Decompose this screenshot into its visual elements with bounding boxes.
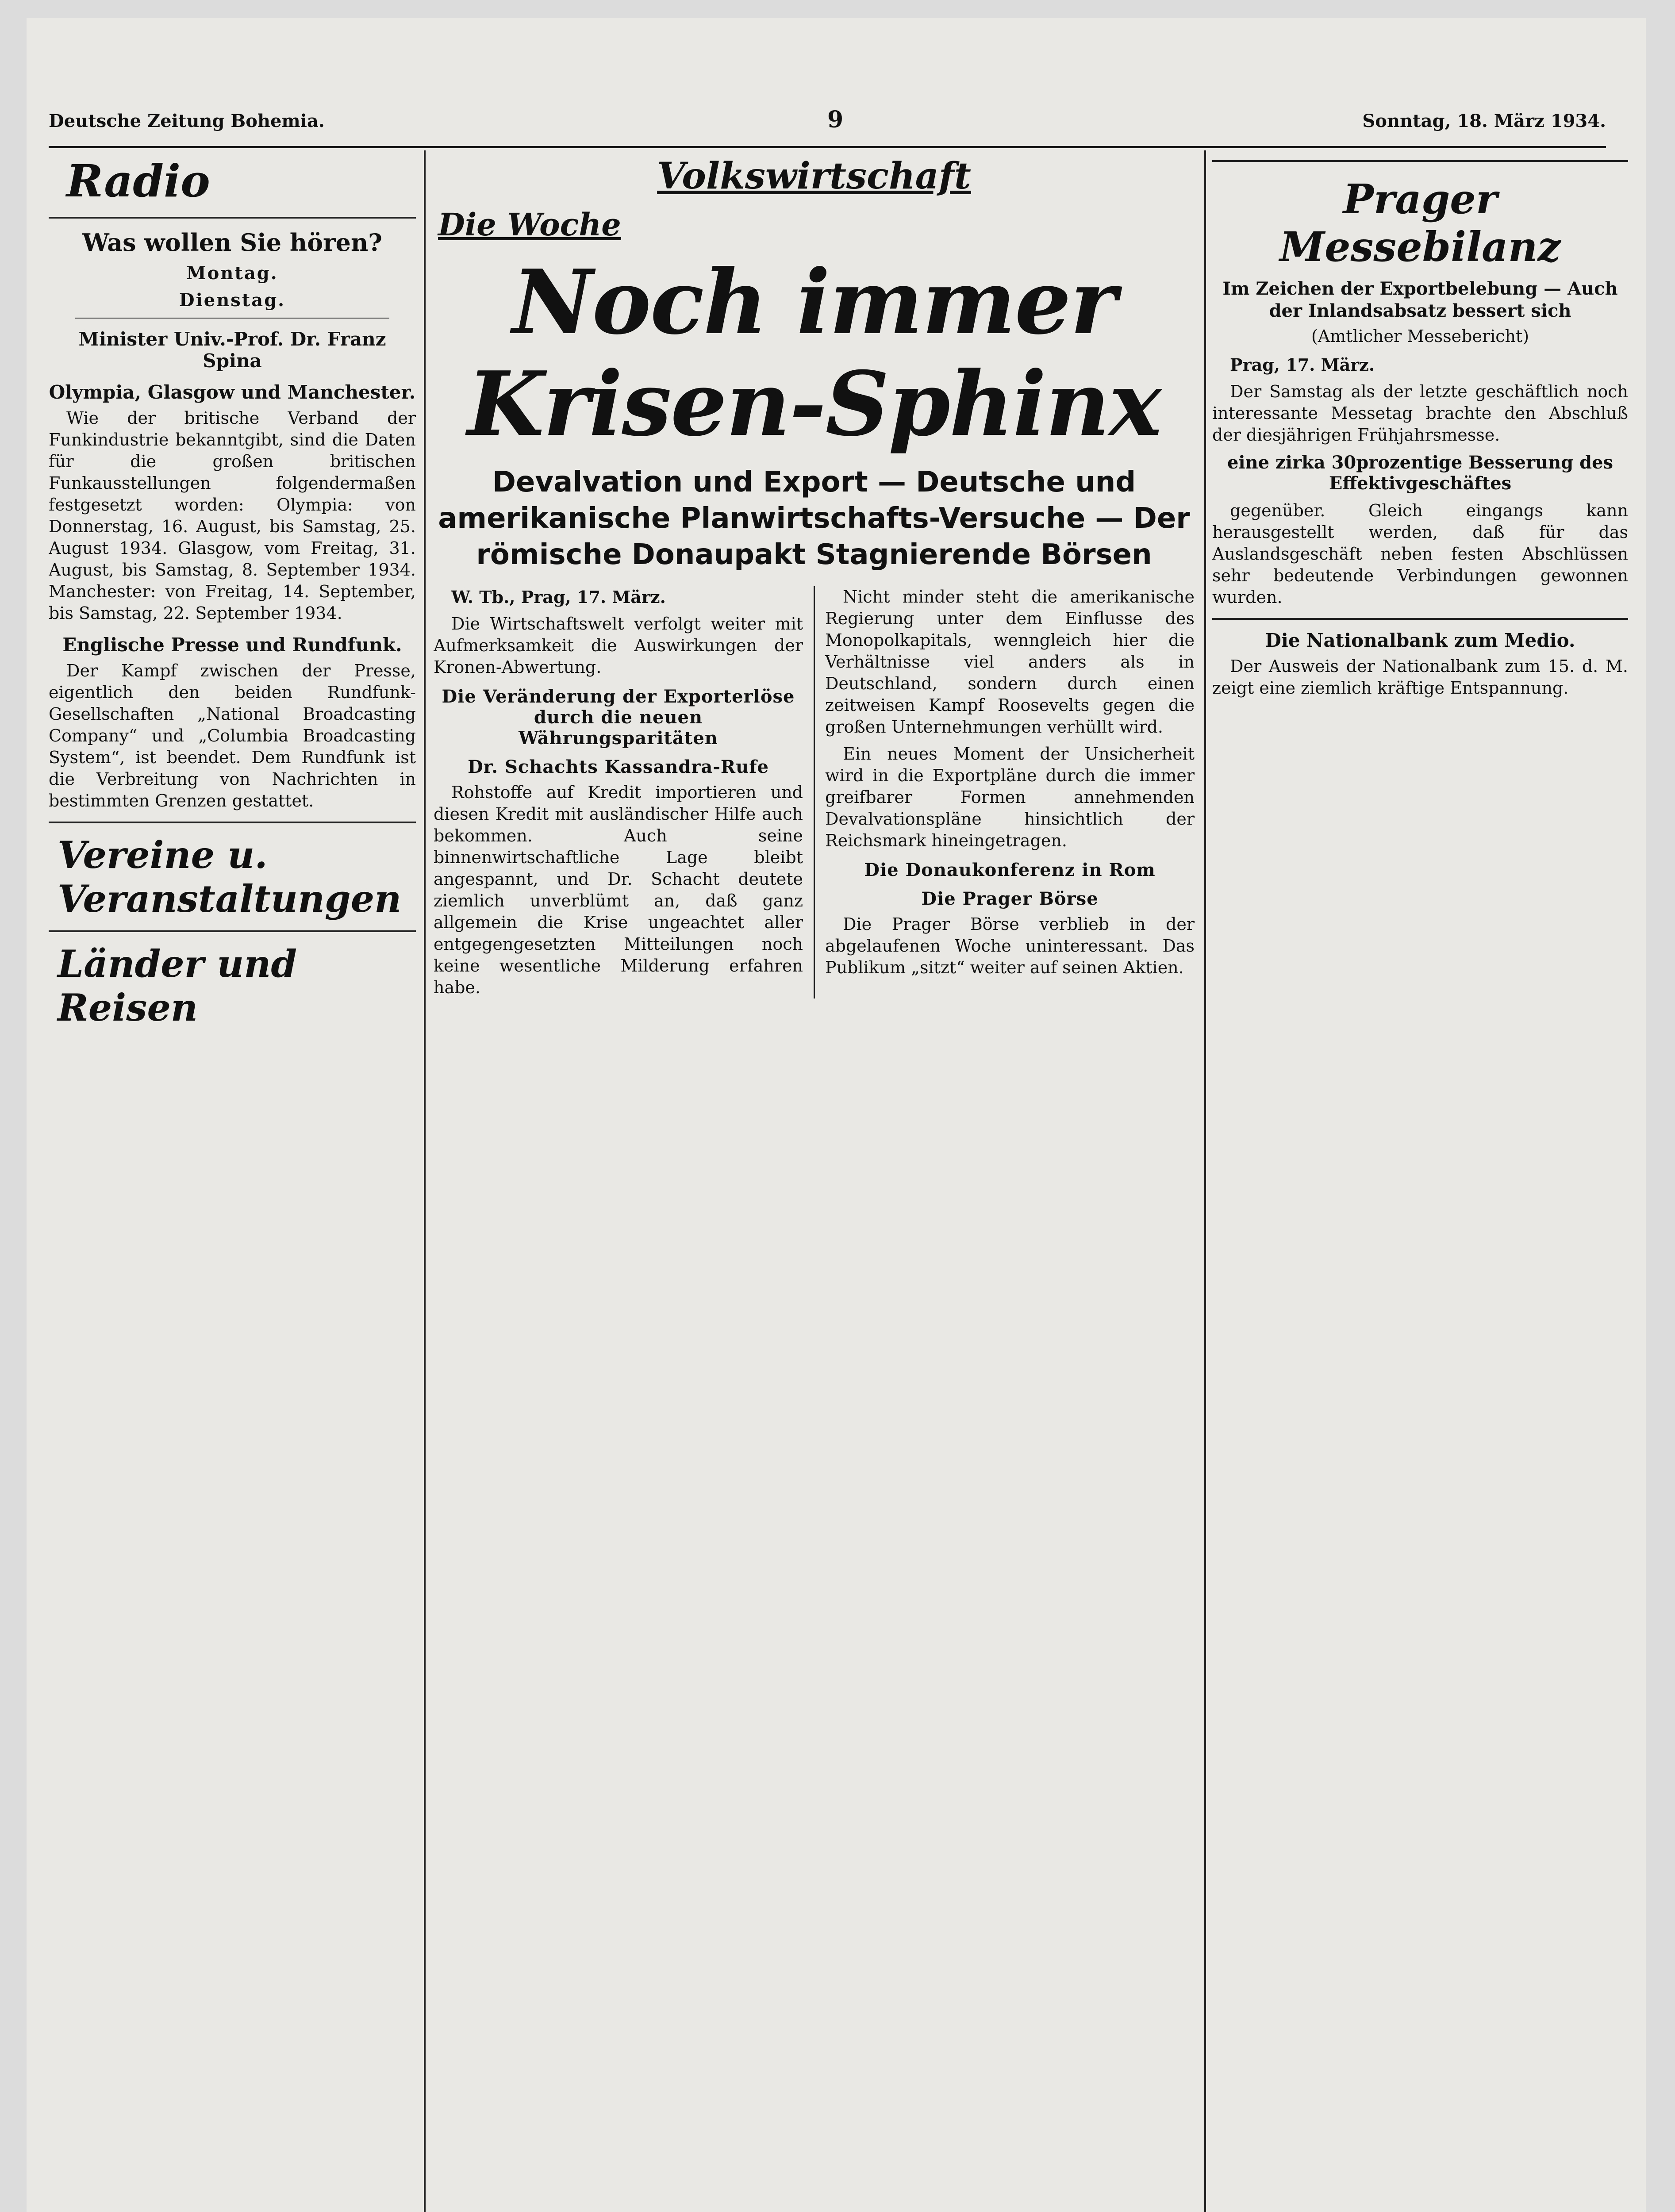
newspaper-page	[27, 18, 1646, 2212]
messe-paragraph: gegenüber. Gleich eingangs kann herausgestellt werden, daß für das Auslandsgeschäft neben festen Abschlüssen sehr bedeutende Verbindungen gewonnen wurden.	[1212, 501, 1628, 607]
presse-heading: Englische Presse und Rundfunk.	[62, 634, 402, 656]
issue-date: Sonntag, 18. März 1934.	[1362, 111, 1606, 131]
article-paragraph: Die Wirtschaftswelt verfolgt weiter mit Aufmerksamkeit die Auswirkungen der Kronen-Abwertung.	[434, 614, 803, 677]
column-divider	[1204, 150, 1206, 2212]
article-body	[434, 586, 1195, 998]
main-headline: Noch immer Krisen-Sphinx	[467, 250, 1161, 456]
divider	[1212, 618, 1628, 620]
economy-column	[434, 150, 1195, 2212]
radio-section-title: Radio	[66, 155, 210, 207]
day-heading-tuesday: Dienstag.	[179, 290, 286, 311]
nationalbank-text: Der Ausweis der Nationalbank zum 15. d. M. zeigt eine ziemlich kräftige Entspannung.	[1212, 657, 1628, 698]
messe-highlight: eine zirka 30prozentige Besserung des Effektivgeschäftes	[1227, 452, 1614, 494]
section-heading: Die Veränderung der Exporterlöse durch die neuen Währungsparitäten	[442, 686, 795, 749]
divider	[75, 318, 389, 319]
minister-heading: Minister Univ.-Prof. Dr. Franz Spina	[78, 328, 386, 372]
nationalbank-heading: Die Nationalbank zum Medio.	[1265, 630, 1575, 651]
radio-column	[49, 150, 416, 2212]
trade-fair-column	[1212, 150, 1628, 2212]
presse-text: Der Kampf zwischen der Presse, eigentlich den beiden Rundfunk-Gesellschaften „National Broadcasting Company“ und „Columbia Broadcasting System“, ist beendet. Dem Rundfunk ist die Verbreitung von Nachrichten in bestimmten Grenzen gestattet.	[49, 661, 416, 810]
laender-heading: Länder und Reisen	[58, 942, 297, 1029]
section-heading: Die Prager Börse	[921, 888, 1099, 909]
messe-subheadline: Im Zeichen der Exportbelebung — Auch der Inlandsabsatz bessert sich	[1222, 278, 1618, 321]
article-paragraph: Ein neues Moment der Unsicherheit wird in die Exportpläne durch die immer greifbarer Formen annehmenden Devalvationspläne hinsichtlich der Reichsmark hineingetragen.	[825, 744, 1195, 850]
divider	[49, 217, 416, 219]
section-heading: Dr. Schachts Kassandra-Rufe	[468, 757, 769, 777]
article-paragraph: Rohstoffe auf Kredit importieren und diesen Kredit mit ausländischer Hilfe auch bekommen. Auch seine binnenwirtschaftliche Lage bleibt angespannt, und Dr. Schacht deutete ziemlich unverblümt an, daß ganz allgemein die Krise ungeachtet aller entgegengesetzten Mitteilungen noch keine wesentliche Milderung erfahren habe.	[434, 783, 803, 997]
divider	[1212, 160, 1628, 162]
section-heading: Die Donaukonferenz in Rom	[864, 860, 1156, 880]
article-paragraph: Die Prager Börse verblieb in der abgelaufenen Woche uninteressant. Das Publikum „sitzt“ weiter auf seinen Aktien.	[825, 914, 1195, 977]
olympia-heading: Olympia, Glasgow und Manchester.	[49, 381, 416, 403]
messe-headline: Prager Messebilanz	[1279, 175, 1561, 271]
messe-paragraph: Der Samstag als der letzte geschäftlich noch interessante Messetag brachte den Abschluß der diesjährigen Frühjahrsmesse.	[1212, 382, 1628, 445]
economy-section-title: Volkswirtschaft	[657, 155, 971, 197]
page-number: 9	[827, 106, 844, 133]
vereine-heading: Vereine u. Veranstaltungen	[58, 833, 402, 921]
radio-question: Was wollen Sie hören?	[82, 228, 382, 257]
article-dateline: W. Tb., Prag, 17. März.	[451, 587, 666, 607]
olympia-text: Wie der britische Verband der Funkindustrie bekanntgibt, sind die Daten für die großen britischen Funkausstellungen folgendermaßen festgesetzt worden: Olympia: von Donnerstag, 16. August, bis Samstag, 25. August 1934. Glasgow, vom Freitag, 31. August, bis Samstag, 8. September 1934. Manchester: von Freitag, 14. September, bis Samstag, 22. September 1934.	[49, 408, 416, 623]
article-paragraph: Nicht minder steht die amerikanische Regierung unter dem Einflusse des Monopolkapitals, wenngleich hier die Verhältnisse viel anders als in Deutschland, sondern durch einen zeitweisen Kampf Roosevelts gegen die großen Unternehmungen verhüllt wird.	[825, 587, 1195, 737]
messe-note: (Amtlicher Messebericht)	[1311, 326, 1529, 346]
headline-deck: Devalvation und Export — Deutsche und amerikanische Planwirtschafts-Versuche — Der römische Donaupakt Stagnierende Börsen	[438, 466, 1190, 571]
messe-dateline: Prag, 17. März.	[1230, 355, 1375, 375]
divider	[49, 822, 416, 823]
day-heading-monday: Montag.	[186, 263, 278, 284]
newspaper-name: Deutsche Zeitung Bohemia.	[49, 111, 325, 131]
divider	[49, 930, 416, 932]
page-header	[49, 97, 1606, 148]
woche-label: Die Woche	[438, 206, 621, 243]
column-divider	[424, 150, 426, 2212]
